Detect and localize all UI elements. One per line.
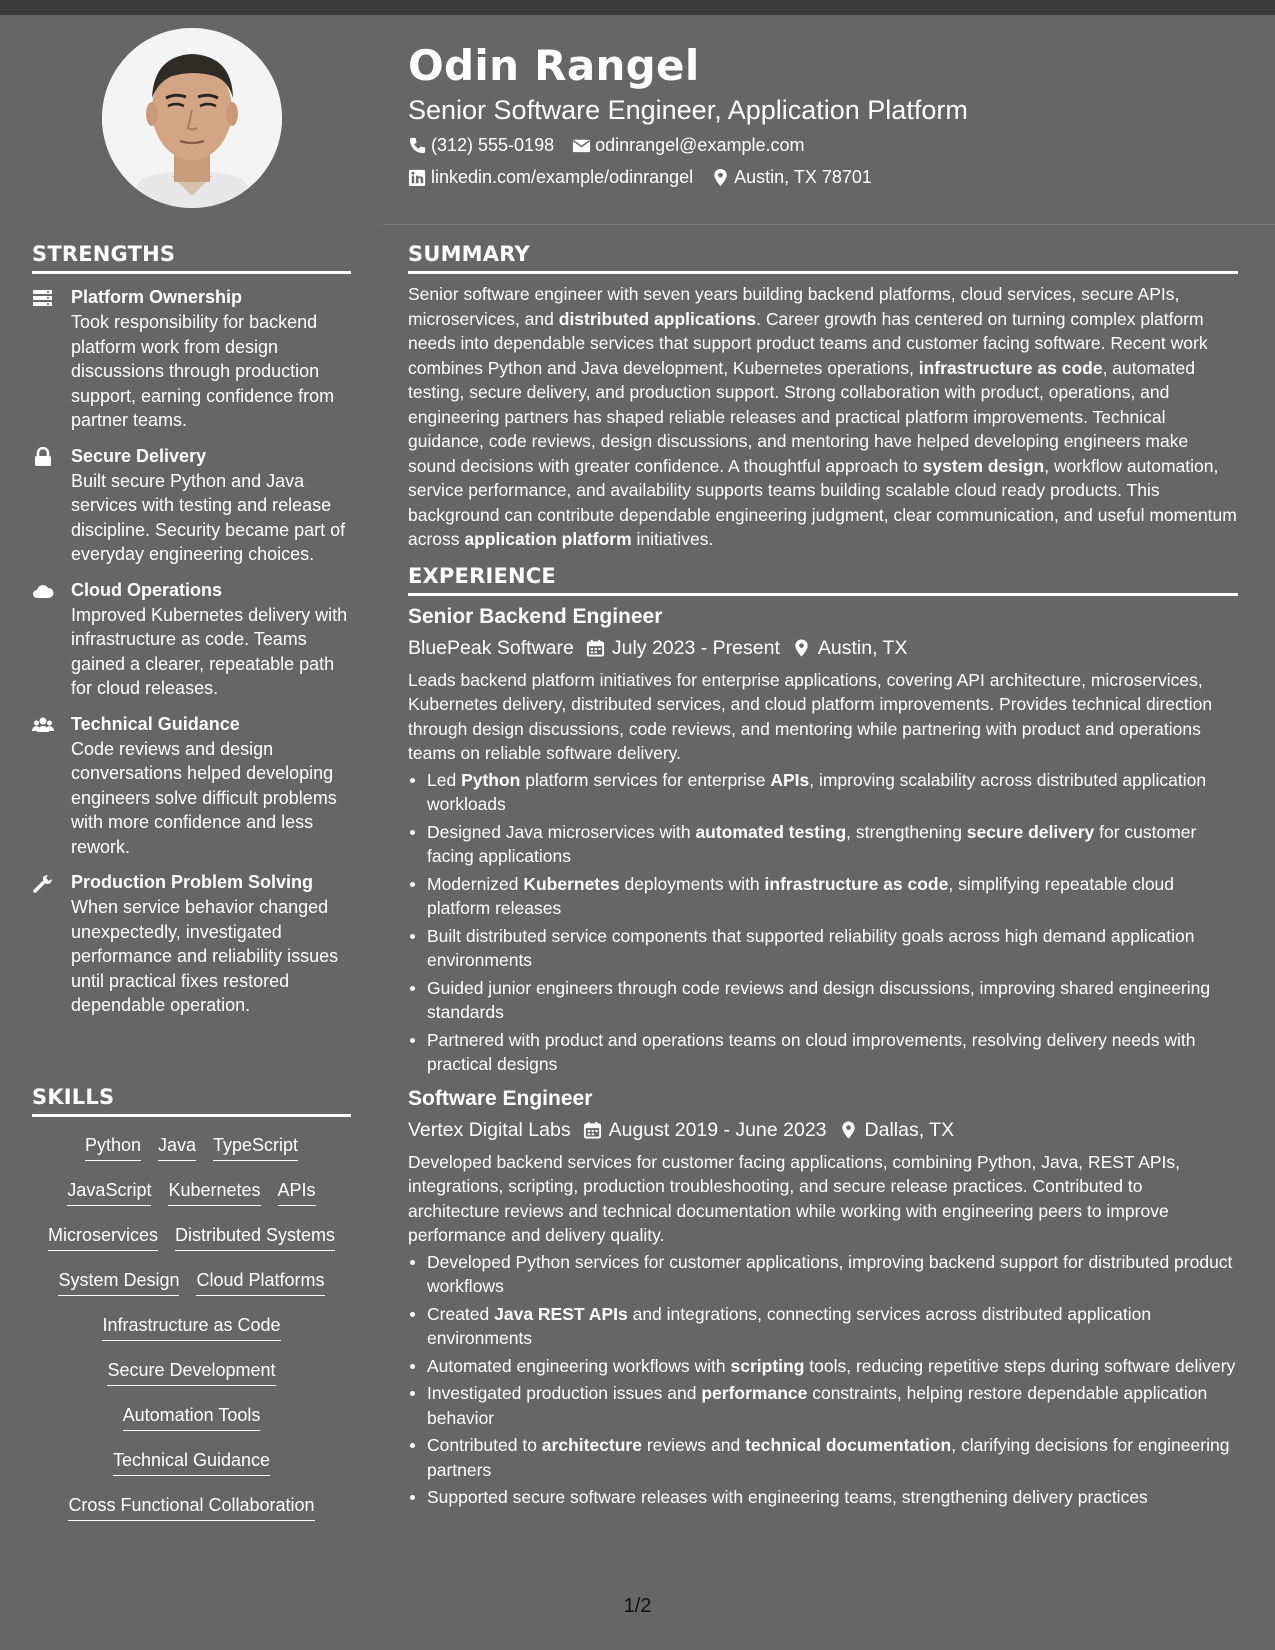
summary-text: [408, 282, 1238, 552]
location-text: Austin, TX 78701: [734, 167, 872, 187]
job-bullets: [408, 768, 1238, 1077]
skill-tag: Cross Functional Collaboration: [68, 1493, 314, 1521]
skill-tag: Distributed Systems: [175, 1223, 335, 1251]
bullet-text: and integrations, connecting services across distributed application environments: [427, 1303, 1152, 1348]
bullet-text: for customer facing applications: [427, 821, 1197, 866]
bullet-text: tools, reducing repetitive steps during software delivery: [804, 1355, 1236, 1376]
phone-contact: [408, 130, 554, 160]
bullet-text: Modernized: [427, 873, 524, 894]
summary-text: , workflow automation, service performance, and availability supports teams building scalable cloud ready products. This background can contribute dependable engineering judgment, clear communication, and useful momentum across: [408, 455, 1237, 549]
skills-heading: SKILLS: [32, 1085, 351, 1117]
contact-row: [408, 130, 1238, 160]
strength-description: Took responsibility for backend platform work from design discussions through production support, earning confidence from partner teams.: [71, 312, 335, 430]
bullet-text: Partnered with product and operations teams on cloud improvements, resolving delivery needs with practical designs: [427, 1029, 1196, 1074]
bullet-item: [408, 976, 1238, 1025]
strength-item: [32, 286, 351, 433]
page-indicator: 1/2: [623, 1595, 652, 1617]
bullet-emphasis: secure delivery: [966, 821, 1095, 842]
lock-icon: [32, 447, 54, 467]
email-text: odinrangel@example.com: [595, 135, 805, 155]
job-entry: [408, 1084, 1238, 1510]
bullet-emphasis: Java REST APIs: [494, 1303, 628, 1324]
job-meta: [408, 1115, 1238, 1145]
bullet-emphasis: technical documentation: [745, 1435, 952, 1455]
bullet-text: Designed Java microservices with: [427, 821, 696, 842]
email-contact[interactable]: [572, 130, 804, 160]
bullet-item: [408, 768, 1238, 817]
strength-item: [32, 871, 351, 1018]
bullet-item: [408, 1485, 1238, 1510]
bullet-text: Led: [427, 769, 462, 790]
summary-text: , automated testing, secure delivery, and production support. Strong collaboration with product, operations, and engineering partners has shaped reliable releases and practical platform improvements. Technical guidance, code reviews, design discussions, and mentoring have helped developing engineers make sound decisions with greater confidence. A thoughtful approach to: [408, 357, 1195, 476]
summary-text: . Career growth has centered on turning complex platform needs into dependable services that support product teams and customer facing software. Recent work combines Python and Java development, Kubernetes operations,: [408, 308, 1208, 378]
bullet-text: constraints, helping restore dependable application behavior: [427, 1383, 1208, 1428]
skill-tag: Python: [85, 1133, 141, 1161]
skill-row: [32, 1444, 351, 1489]
bullet-text: , clarifying decisions for engineering partners: [427, 1435, 1230, 1480]
strength-title: Platform Ownership: [71, 287, 243, 307]
skill-row: [32, 1264, 351, 1309]
bullet-text: , simplifying repeatable cloud platform releases: [427, 873, 1175, 918]
strengths-section: [32, 242, 351, 1018]
job-location: Dallas, TX: [864, 1118, 955, 1141]
job-description: Leads backend platform initiatives for enterprise applications, covering API architecture, microservices, Kubernetes delivery, distributed services, and cloud platform improvements. Provides technical direction through design discussions, code reviews, and mentoring while partnering with product and operations teams on reliable software delivery.: [408, 669, 1213, 763]
profile-photo: [102, 28, 282, 208]
summary-emphasis: distributed applications: [558, 308, 757, 329]
cloud-icon: [32, 581, 54, 601]
summary-heading: SUMMARY: [408, 242, 1238, 274]
skill-tag: Secure Development: [107, 1358, 275, 1386]
bullet-emphasis: Kubernetes: [523, 873, 620, 894]
job-entry: [408, 602, 1238, 1077]
bullet-text: platform services for enterprise: [520, 769, 771, 790]
skill-tag: Cloud Platforms: [196, 1268, 324, 1296]
bullet-text: Contributed to: [427, 1435, 542, 1455]
strength-item: [32, 445, 351, 567]
calendar-icon: [586, 638, 605, 658]
map-pin-icon: [711, 168, 730, 187]
summary-emphasis: system design: [922, 455, 1045, 476]
resume-header: [408, 40, 1238, 192]
bullet-text: , improving scalability across distributed application workloads: [427, 769, 1207, 814]
contact-row: [408, 162, 1238, 192]
skill-tag: TypeScript: [213, 1133, 298, 1161]
job-bullets: [408, 1250, 1238, 1510]
portrait-illustration: [102, 28, 282, 208]
bullet-item: [408, 1381, 1238, 1430]
skill-tag: Java: [158, 1133, 196, 1161]
bullet-emphasis: APIs: [770, 769, 810, 790]
skill-tag: APIs: [278, 1178, 316, 1206]
company-name: BluePeak Software: [408, 636, 574, 659]
bullet-emphasis: automated testing: [695, 821, 847, 842]
bullet-item: [408, 1354, 1238, 1379]
job-title: Senior Backend Engineer: [408, 604, 663, 628]
job-dates: August 2019 - June 2023: [608, 1118, 827, 1141]
bullet-text: , strengthening: [846, 821, 967, 842]
skill-tag: System Design: [58, 1268, 179, 1296]
phone-icon: [408, 136, 427, 155]
linkedin-text: linkedin.com/example/odinrangel: [431, 167, 694, 187]
company-name: Vertex Digital Labs: [408, 1118, 571, 1141]
skills-list: [32, 1129, 351, 1534]
strength-item: [32, 579, 351, 701]
location-contact: [711, 162, 872, 192]
job-dates: July 2023 - Present: [611, 636, 780, 659]
map-pin-icon: [792, 638, 811, 658]
job-location: Austin, TX: [817, 636, 908, 659]
envelope-icon: [572, 136, 591, 155]
bullet-item: [408, 924, 1238, 973]
bullet-emphasis: Python: [461, 769, 521, 790]
bullet-text: reviews and: [641, 1435, 746, 1455]
candidate-name: Odin Rangel: [408, 41, 700, 90]
skill-tag: Kubernetes: [168, 1178, 260, 1206]
strength-description: Code reviews and design conversations helped developing engineers solve difficult problems with more confidence and less rework.: [71, 738, 337, 857]
job-meta: [408, 633, 1238, 663]
bullet-text: Supported secure software releases with engineering teams, strengthening delivery practices: [427, 1487, 1148, 1507]
skill-row: [32, 1174, 351, 1219]
bullet-text: Guided junior engineers through code reviews and design discussions, improving shared engineering standards: [427, 977, 1211, 1022]
strength-title: Cloud Operations: [71, 579, 223, 600]
top-bar: [0, 0, 1275, 15]
experience-heading: EXPERIENCE: [408, 564, 1238, 596]
strength-item: [32, 713, 351, 860]
skill-row: [32, 1129, 351, 1174]
bullet-emphasis: infrastructure as code: [764, 873, 949, 894]
job-title: Software Engineer: [408, 1086, 593, 1110]
bullet-text: Built distributed service components that supported reliability goals across high demand application environments: [427, 925, 1195, 970]
skill-row: [32, 1219, 351, 1264]
summary-emphasis: application platform: [464, 529, 632, 549]
skill-tag: JavaScript: [67, 1178, 151, 1206]
skills-section: [32, 1085, 351, 1534]
skill-row: [32, 1309, 351, 1354]
bullet-emphasis: performance: [701, 1383, 808, 1403]
bullet-text: Developed Python services for customer applications, improving backend support for distributed product workflows: [427, 1251, 1233, 1296]
skill-tag: Infrastructure as Code: [102, 1313, 280, 1341]
candidate-title: Senior Software Engineer, Application Platform: [408, 95, 968, 125]
linkedin-contact[interactable]: [408, 162, 693, 192]
bullet-item: [408, 1302, 1238, 1351]
skill-row: [32, 1489, 351, 1534]
bullet-text: deployments with: [619, 873, 765, 894]
linkedin-icon: [408, 168, 427, 187]
bullet-item: [408, 820, 1238, 869]
skill-row: [32, 1399, 351, 1444]
users-icon: [32, 715, 54, 735]
wrench-icon: [32, 873, 54, 893]
bullet-text: Investigated production issues and: [427, 1383, 702, 1403]
strength-description: Built secure Python and Java services with testing and release discipline. Security became part of everyday engineering choices.: [71, 470, 346, 564]
bullet-item: [408, 1433, 1238, 1482]
summary-emphasis: infrastructure as code: [918, 357, 1103, 378]
strengths-heading: STRENGTHS: [32, 242, 351, 274]
bullet-item: [408, 872, 1238, 921]
bullet-emphasis: scripting: [730, 1355, 805, 1376]
bullet-text: Automated engineering workflows with: [427, 1355, 731, 1376]
job-description: Developed backend services for customer facing applications, combining Python, Java, REST APIs, integrations, scripting, production troubleshooting, and secure release practices. Contributed to architecture reviews and technical documentation while working with engineering peers to improve performance and delivery quality.: [408, 1151, 1181, 1245]
summary-text: initiatives.: [631, 529, 714, 549]
main-column: [408, 242, 1238, 1513]
calendar-icon: [583, 1120, 602, 1140]
skill-tag: Microservices: [48, 1223, 158, 1251]
strength-description: Improved Kubernetes delivery with infrastructure as code. Teams gained a clearer, repeatable path for cloud releases.: [71, 604, 348, 698]
strength-title: Production Problem Solving: [71, 872, 314, 892]
skill-tag: Technical Guidance: [113, 1448, 270, 1476]
strength-description: When service behavior changed unexpectedly, investigated performance and reliability issues until practical fixes restored dependable operation.: [71, 897, 339, 1015]
summary-text: Senior software engineer with seven years building backend platforms, cloud services, secure APIs, microservices, and: [408, 284, 1180, 329]
phone-text: (312) 555-0198: [431, 135, 555, 155]
map-pin-icon: [839, 1120, 858, 1140]
bullet-text: Created: [427, 1303, 495, 1324]
header-divider: [383, 224, 1275, 225]
bullet-item: [408, 1028, 1238, 1077]
skill-tag: Automation Tools: [123, 1403, 261, 1431]
skill-row: [32, 1354, 351, 1399]
server-icon: [32, 288, 54, 308]
strength-title: Technical Guidance: [71, 713, 240, 734]
strength-title: Secure Delivery: [71, 445, 207, 466]
bullet-item: [408, 1250, 1238, 1299]
bullet-emphasis: architecture: [541, 1435, 642, 1455]
